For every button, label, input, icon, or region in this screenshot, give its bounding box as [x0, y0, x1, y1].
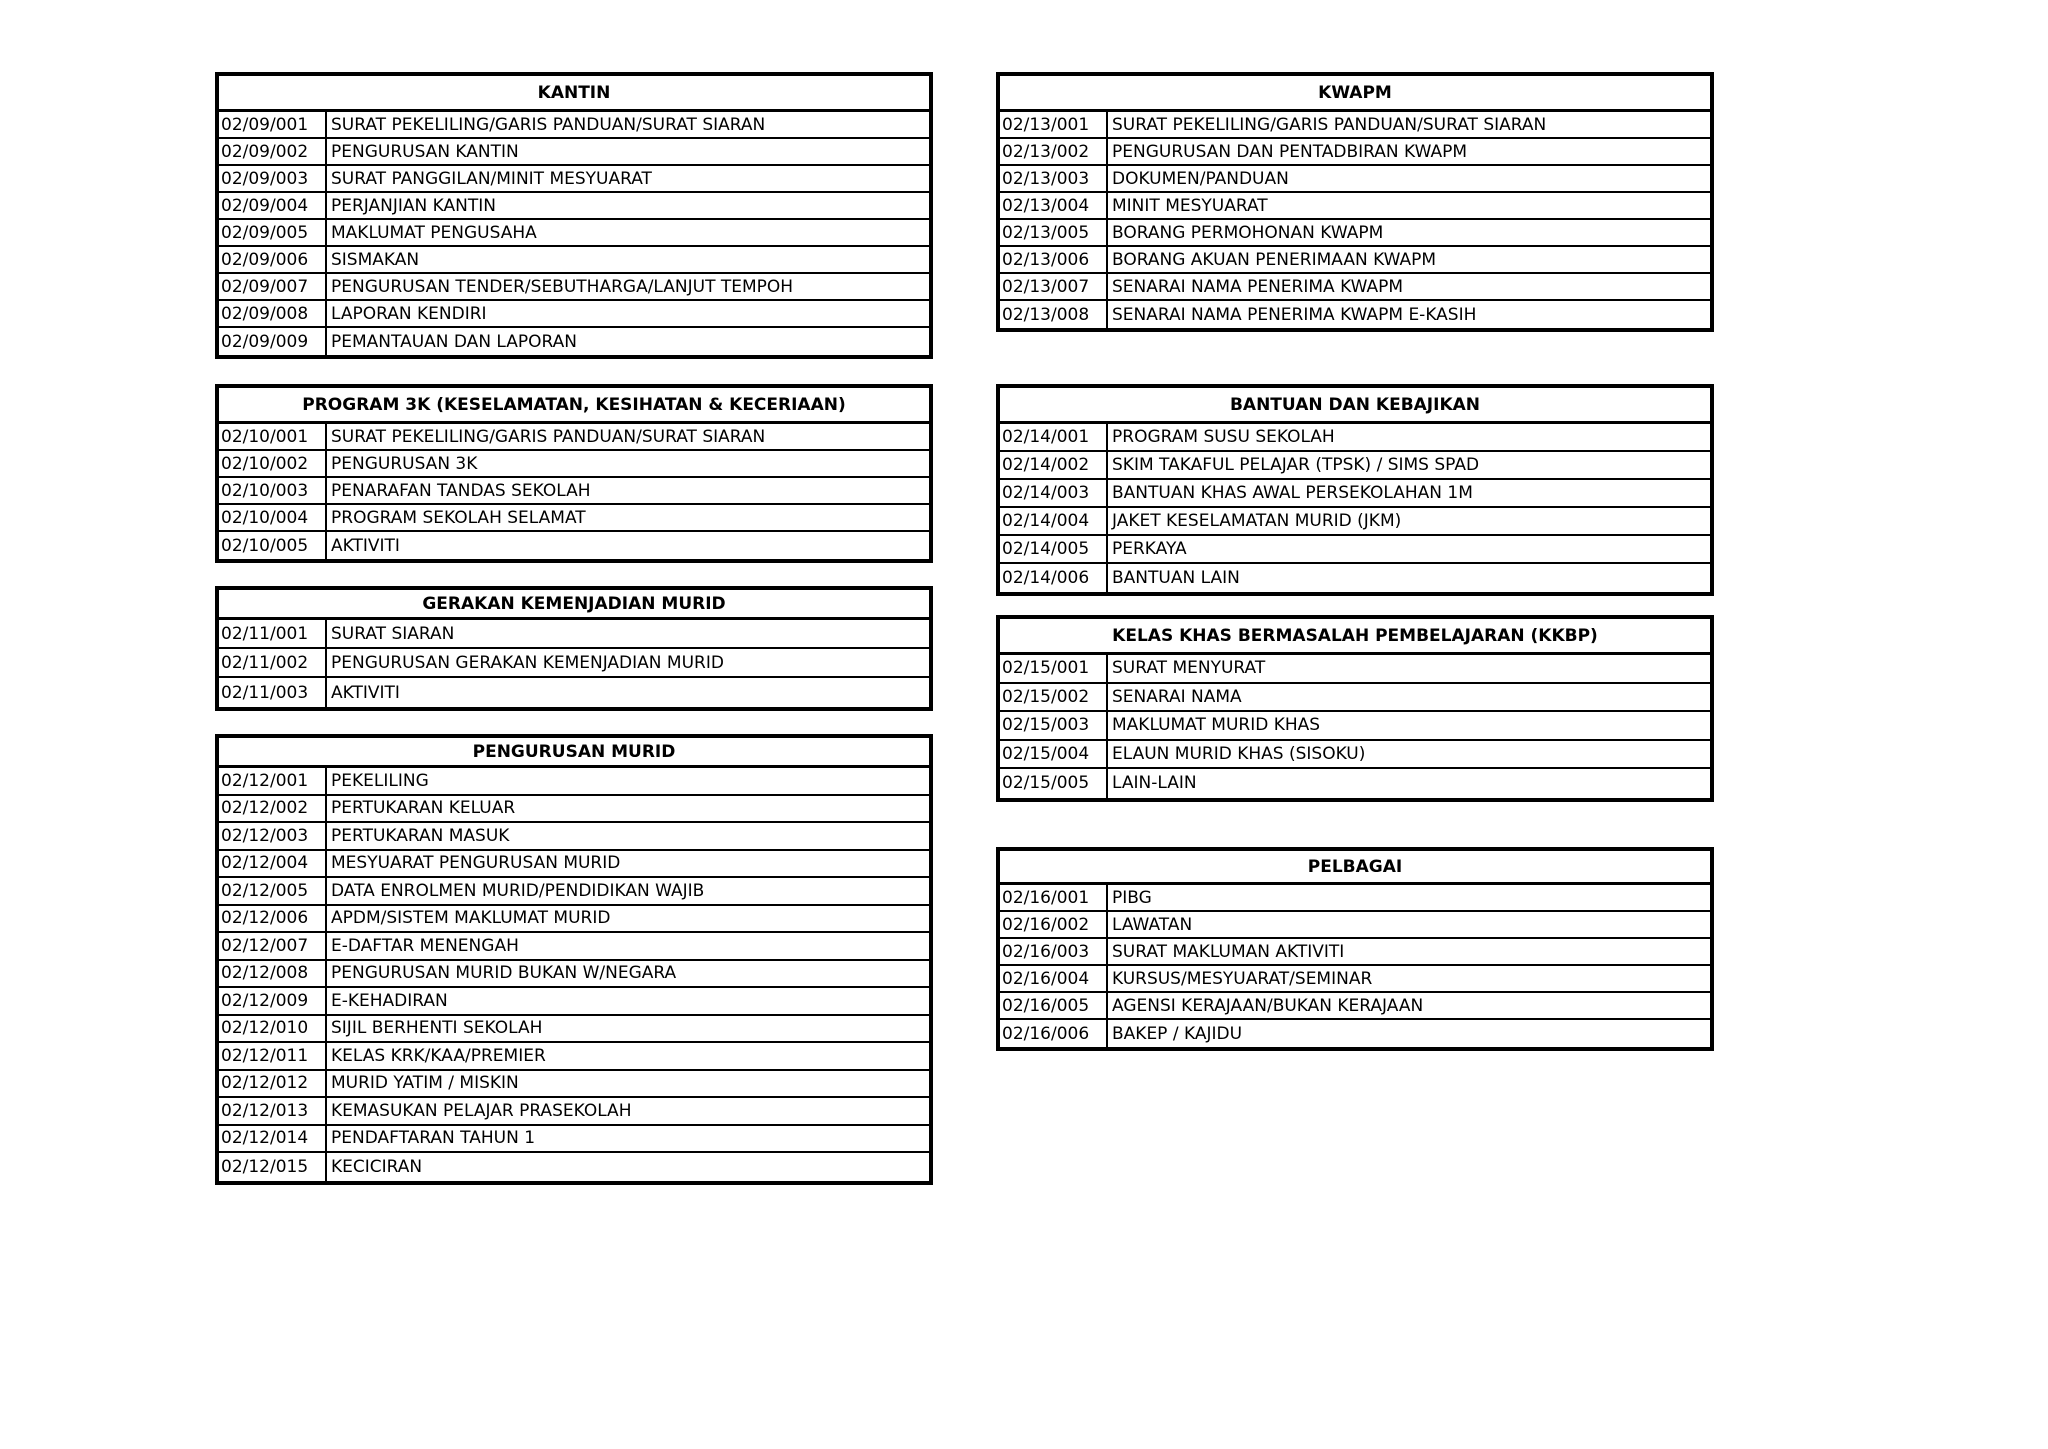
- table-row: [1000, 684, 1710, 713]
- file-code: 02/12/006: [219, 906, 327, 932]
- table-row: [219, 1098, 929, 1126]
- file-code: 02/12/003: [219, 823, 327, 849]
- file-description: SURAT PEKELILING/GARIS PANDUAN/SURAT SIARAN: [1112, 114, 1547, 135]
- file-code: 02/10/001: [219, 424, 327, 449]
- table-rows: [219, 112, 929, 355]
- table-row: [1000, 536, 1710, 564]
- file-code: 02/09/004: [219, 193, 327, 218]
- table-kantin: [215, 72, 933, 359]
- table-title: KWAPM: [1000, 76, 1710, 112]
- table-row: [1000, 712, 1710, 741]
- file-code: 02/13/001: [1000, 112, 1108, 137]
- table-row: [219, 851, 929, 879]
- table-row: [219, 961, 929, 989]
- file-description: BANTUAN LAIN: [1112, 568, 1240, 588]
- file-code: 02/14/006: [1000, 564, 1108, 592]
- table-row: [219, 823, 929, 851]
- file-description: BORANG AKUAN PENERIMAAN KWAPM: [1112, 249, 1437, 270]
- table-row: [1000, 301, 1710, 328]
- table-row: [219, 112, 929, 139]
- table-row: [219, 193, 929, 220]
- file-code: 02/12/008: [219, 961, 327, 987]
- file-description: PERTUKARAN MASUK: [331, 825, 510, 846]
- table-row: [219, 274, 929, 301]
- table-row: [219, 988, 929, 1016]
- table-title: KELAS KHAS BERMASALAH PEMBELAJARAN (KKBP): [1000, 619, 1710, 655]
- file-code: 02/09/006: [219, 247, 327, 272]
- file-code: 02/13/006: [1000, 247, 1108, 272]
- table-pengurusan-murid: [215, 734, 933, 1185]
- file-code: 02/13/005: [1000, 220, 1108, 245]
- table-rows: [1000, 424, 1710, 592]
- file-description: PIBG: [1112, 887, 1152, 908]
- file-code: 02/14/005: [1000, 536, 1108, 562]
- file-code: 02/13/002: [1000, 139, 1108, 164]
- table-title: PENGURUSAN MURID: [219, 738, 929, 768]
- table-row: [219, 1043, 929, 1071]
- table-row: [1000, 508, 1710, 536]
- file-description: SURAT MENYURAT: [1112, 658, 1266, 679]
- table-row: [219, 505, 929, 532]
- file-description: DOKUMEN/PANDUAN: [1112, 168, 1289, 189]
- file-description: SENARAI NAMA: [1112, 686, 1242, 707]
- table-row: [1000, 769, 1710, 798]
- file-code: 02/09/005: [219, 220, 327, 245]
- file-code: 02/09/007: [219, 274, 327, 299]
- file-description: MAKLUMAT MURID KHAS: [1112, 715, 1321, 736]
- table-row: [1000, 564, 1710, 592]
- table-title: GERAKAN KEMENJADIAN MURID: [219, 590, 929, 620]
- file-code: 02/12/001: [219, 768, 327, 794]
- table-row: [219, 906, 929, 934]
- table-title: BANTUAN DAN KEBAJIKAN: [1000, 388, 1710, 424]
- file-code: 02/12/004: [219, 851, 327, 877]
- file-code: 02/12/013: [219, 1098, 327, 1124]
- table-title: PROGRAM 3K (KESELAMATAN, KESIHATAN & KECERIAAN): [219, 388, 929, 424]
- table-row: [1000, 885, 1710, 912]
- file-description: LAIN-LAIN: [1112, 773, 1197, 794]
- file-description: KELAS KRK/KAA/PREMIER: [331, 1045, 546, 1066]
- table-row: [219, 933, 929, 961]
- table-row: [219, 328, 929, 355]
- file-description: MESYUARAT PENGURUSAN MURID: [331, 853, 621, 874]
- table-rows: [1000, 885, 1710, 1047]
- table-kkbp: [996, 615, 1714, 802]
- file-description: MAKLUMAT PENGUSAHA: [331, 222, 537, 243]
- file-code: 02/12/009: [219, 988, 327, 1014]
- file-description: SURAT PEKELILING/GARIS PANDUAN/SURAT SIARAN: [331, 114, 766, 135]
- table-rows: [219, 424, 929, 559]
- file-description: LAPORAN KENDIRI: [331, 303, 487, 324]
- file-description: AKTIVITI: [331, 535, 400, 556]
- file-code: 02/10/005: [219, 532, 327, 559]
- table-row: [219, 1126, 929, 1154]
- table-row: [1000, 480, 1710, 508]
- file-description: PENGURUSAN MURID BUKAN W/NEGARA: [331, 963, 677, 984]
- file-description: PENGURUSAN TENDER/SEBUTHARGA/LANJUT TEMPOH: [331, 276, 794, 297]
- table-row: [1000, 112, 1710, 139]
- file-code: 02/16/003: [1000, 939, 1108, 964]
- file-code: 02/11/001: [219, 620, 327, 647]
- file-description: AGENSI KERAJAAN/BUKAN KERAJAAN: [1112, 995, 1424, 1016]
- table-row: [1000, 193, 1710, 220]
- file-code: 02/11/003: [219, 678, 327, 707]
- file-code: 02/12/011: [219, 1043, 327, 1069]
- file-code: 02/10/002: [219, 451, 327, 476]
- file-code: 02/12/014: [219, 1126, 327, 1152]
- table-row: [219, 768, 929, 796]
- file-description: PEKELILING: [331, 770, 429, 791]
- table-row: [219, 796, 929, 824]
- table-row: [1000, 966, 1710, 993]
- table-row: [219, 166, 929, 193]
- file-code: 02/15/005: [1000, 769, 1108, 798]
- table-gerakan-kemenjadian-murid: [215, 586, 933, 711]
- table-row: [1000, 220, 1710, 247]
- file-description: PERTUKARAN KELUAR: [331, 798, 516, 819]
- file-description: PEMANTAUAN DAN LAPORAN: [331, 331, 578, 352]
- file-code: 02/12/007: [219, 933, 327, 959]
- file-description: SENARAI NAMA PENERIMA KWAPM: [1112, 276, 1404, 297]
- table-row: [1000, 939, 1710, 966]
- table-row: [1000, 166, 1710, 193]
- file-code: 02/16/004: [1000, 966, 1108, 991]
- file-description: MURID YATIM / MISKIN: [331, 1073, 519, 1094]
- file-description: KECICIRAN: [331, 1156, 423, 1177]
- file-description: PENDAFTARAN TAHUN 1: [331, 1128, 536, 1149]
- table-row: [1000, 1020, 1710, 1047]
- file-code: 02/16/002: [1000, 912, 1108, 937]
- file-code: 02/09/003: [219, 166, 327, 191]
- table-row: [219, 139, 929, 166]
- file-code: 02/13/007: [1000, 274, 1108, 299]
- file-description: PROGRAM SEKOLAH SELAMAT: [331, 507, 586, 528]
- file-description: DATA ENROLMEN MURID/PENDIDIKAN WAJIB: [331, 880, 705, 901]
- file-description: KEMASUKAN PELAJAR PRASEKOLAH: [331, 1100, 632, 1121]
- file-code: 02/09/009: [219, 328, 327, 355]
- table-row: [219, 301, 929, 328]
- table-row: [1000, 655, 1710, 684]
- file-description: LAWATAN: [1112, 914, 1193, 935]
- file-description: SISMAKAN: [331, 249, 420, 270]
- file-code: 02/15/003: [1000, 712, 1108, 739]
- file-code: 02/12/015: [219, 1153, 327, 1181]
- file-code: 02/09/008: [219, 301, 327, 326]
- table-program-3k: [215, 384, 933, 563]
- file-description: APDM/SISTEM MAKLUMAT MURID: [331, 908, 611, 929]
- table-title: PELBAGAI: [1000, 851, 1710, 885]
- table-row: [219, 247, 929, 274]
- file-description: SURAT SIARAN: [331, 623, 455, 644]
- file-code: 02/13/008: [1000, 301, 1108, 328]
- table-row: [219, 649, 929, 678]
- table-row: [219, 1071, 929, 1099]
- table-rows: [1000, 112, 1710, 328]
- table-row: [1000, 912, 1710, 939]
- table-row: [219, 620, 929, 649]
- file-description: PENARAFAN TANDAS SEKOLAH: [331, 480, 591, 501]
- table-row: [219, 1153, 929, 1181]
- file-code: 02/16/006: [1000, 1020, 1108, 1047]
- file-description: SURAT MAKLUMAN AKTIVITI: [1112, 941, 1345, 962]
- file-code: 02/10/003: [219, 478, 327, 503]
- file-code: 02/12/012: [219, 1071, 327, 1097]
- file-description: PENGURUSAN KANTIN: [331, 141, 519, 162]
- file-description: BAKEP / KAJIDU: [1112, 1023, 1243, 1044]
- file-code: 02/13/004: [1000, 193, 1108, 218]
- file-code: 02/11/002: [219, 649, 327, 676]
- table-rows: [219, 768, 929, 1181]
- file-code: 02/09/001: [219, 112, 327, 137]
- table-row: [1000, 993, 1710, 1020]
- table-bantuan-dan-kebajikan: [996, 384, 1714, 596]
- file-code: 02/14/001: [1000, 424, 1108, 450]
- file-code: 02/16/001: [1000, 885, 1108, 910]
- file-code: 02/14/004: [1000, 508, 1108, 534]
- file-code: 02/15/004: [1000, 741, 1108, 768]
- table-row: [1000, 247, 1710, 274]
- table-row: [1000, 452, 1710, 480]
- table-row: [219, 878, 929, 906]
- file-description: BORANG PERMOHONAN KWAPM: [1112, 222, 1384, 243]
- file-description: JAKET KESELAMATAN MURID (JKM): [1112, 511, 1402, 531]
- table-kwapm: [996, 72, 1714, 332]
- file-description: PENGURUSAN 3K: [331, 453, 478, 474]
- file-code: 02/10/004: [219, 505, 327, 530]
- file-description: E-DAFTAR MENENGAH: [331, 935, 519, 956]
- table-row: [219, 424, 929, 451]
- file-code: 02/12/010: [219, 1016, 327, 1042]
- file-description: SURAT PEKELILING/GARIS PANDUAN/SURAT SIARAN: [331, 426, 766, 447]
- table-row: [1000, 741, 1710, 770]
- table-row: [219, 220, 929, 247]
- file-description: AKTIVITI: [331, 682, 400, 703]
- file-code: 02/14/003: [1000, 480, 1108, 506]
- file-code: 02/13/003: [1000, 166, 1108, 191]
- table-row: [1000, 424, 1710, 452]
- table-rows: [1000, 655, 1710, 798]
- file-code: 02/15/001: [1000, 655, 1108, 682]
- file-description: PENGURUSAN DAN PENTADBIRAN KWAPM: [1112, 141, 1467, 162]
- file-code: 02/09/002: [219, 139, 327, 164]
- table-pelbagai: [996, 847, 1714, 1051]
- file-code: 02/15/002: [1000, 684, 1108, 711]
- table-row: [219, 478, 929, 505]
- table-row: [219, 678, 929, 707]
- file-description: PENGURUSAN GERAKAN KEMENJADIAN MURID: [331, 652, 724, 673]
- file-description: PERKAYA: [1112, 539, 1187, 559]
- table-row: [219, 451, 929, 478]
- file-description: SKIM TAKAFUL PELAJAR (TPSK) / SIMS SPAD: [1112, 455, 1480, 475]
- file-code: 02/12/005: [219, 878, 327, 904]
- table-row: [1000, 274, 1710, 301]
- file-description: E-KEHADIRAN: [331, 990, 448, 1011]
- file-description: SENARAI NAMA PENERIMA KWAPM E-KASIH: [1112, 304, 1477, 325]
- file-description: ELAUN MURID KHAS (SISOKU): [1112, 743, 1366, 764]
- file-description: BANTUAN KHAS AWAL PERSEKOLAHAN 1M: [1112, 483, 1473, 503]
- file-description: PERJANJIAN KANTIN: [331, 195, 496, 216]
- file-code: 02/14/002: [1000, 452, 1108, 478]
- file-description: SURAT PANGGILAN/MINIT MESYUARAT: [331, 168, 652, 189]
- file-code: 02/12/002: [219, 796, 327, 822]
- table-row: [1000, 139, 1710, 166]
- file-description: MINIT MESYUARAT: [1112, 195, 1268, 216]
- table-row: [219, 532, 929, 559]
- table-row: [219, 1016, 929, 1044]
- file-description: SIJIL BERHENTI SEKOLAH: [331, 1018, 543, 1039]
- file-description: PROGRAM SUSU SEKOLAH: [1112, 427, 1335, 447]
- table-title: KANTIN: [219, 76, 929, 112]
- file-description: KURSUS/MESYUARAT/SEMINAR: [1112, 968, 1373, 989]
- table-rows: [219, 620, 929, 707]
- file-code: 02/16/005: [1000, 993, 1108, 1018]
